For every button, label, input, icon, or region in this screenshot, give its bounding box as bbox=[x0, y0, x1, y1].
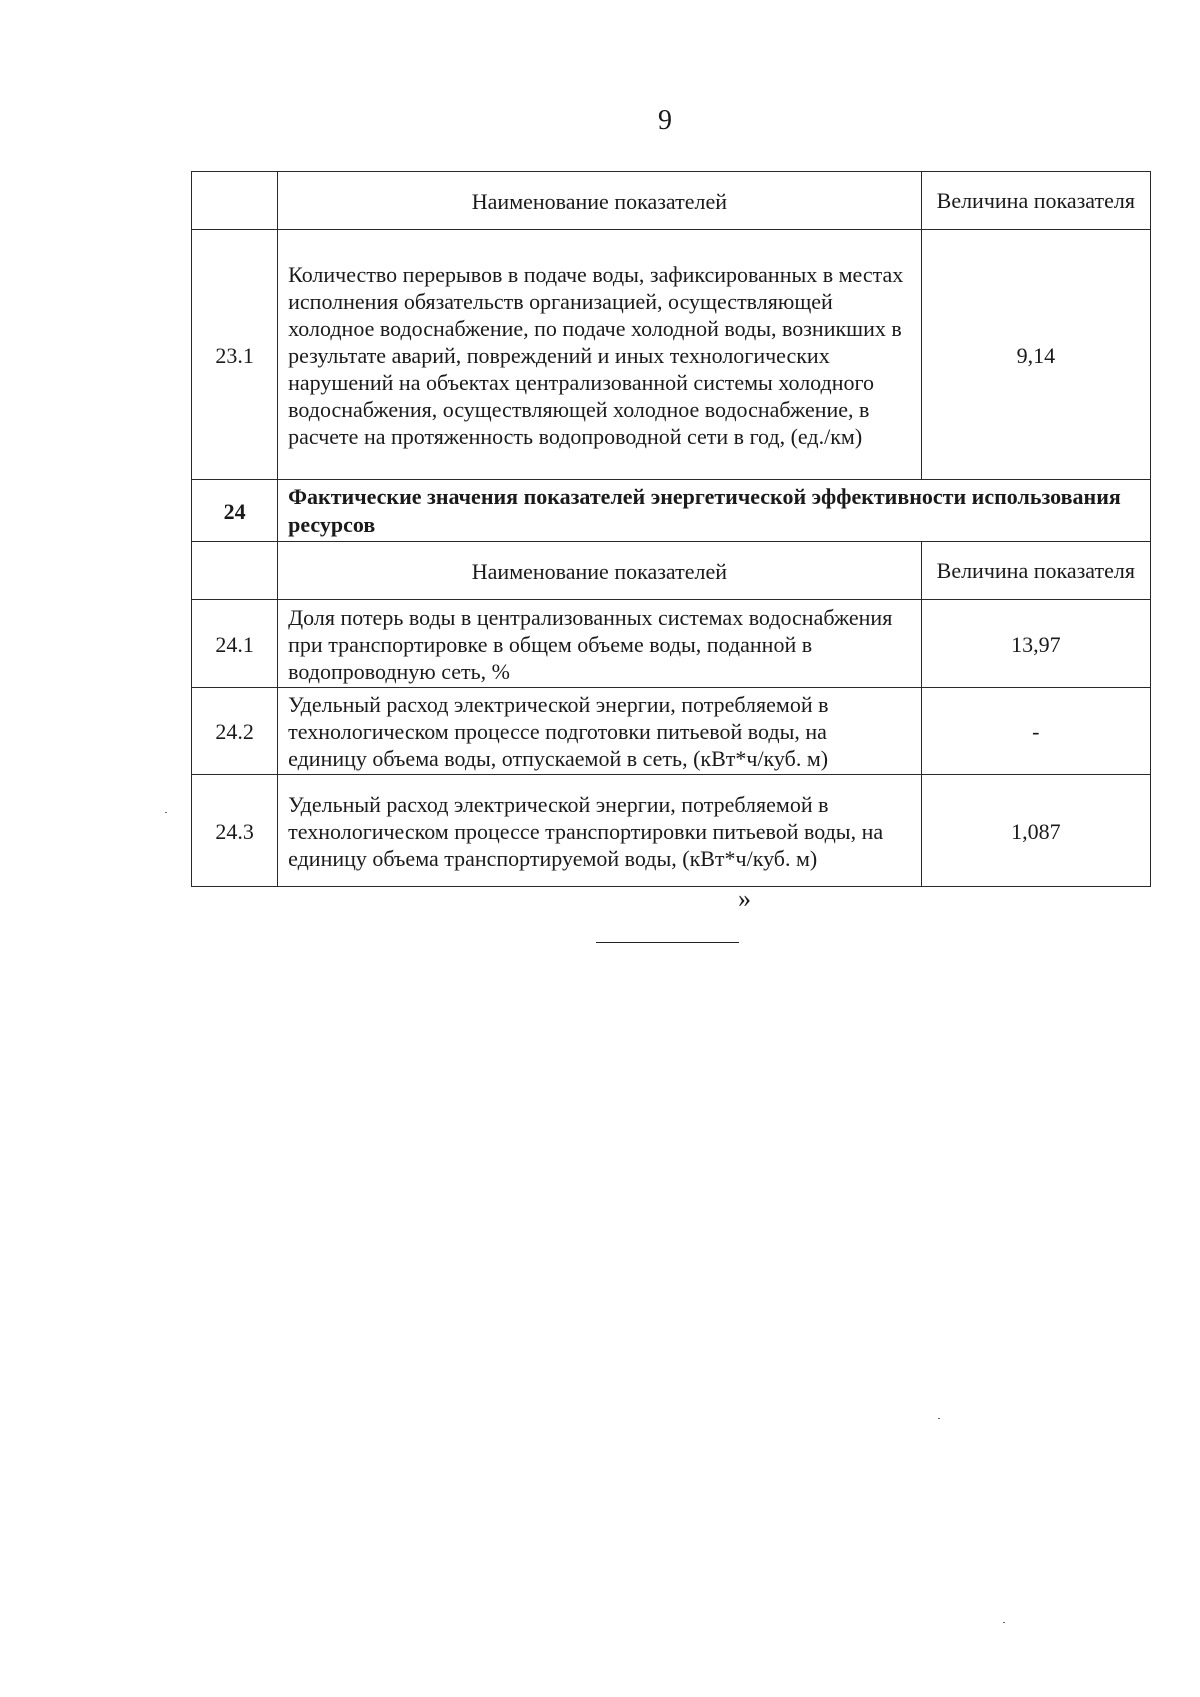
header-name-cell: Наименование показателей bbox=[278, 172, 921, 230]
header-num-cell bbox=[192, 542, 278, 600]
row-indicator-name: Доля потерь воды в централизованных системах водоснабжения при транспортировке в общем объеме воды, поданной в водопроводную сеть, % bbox=[278, 600, 921, 688]
page-number: 9 bbox=[658, 105, 672, 136]
row-number: 24.1 bbox=[192, 600, 278, 688]
header-num-cell bbox=[192, 172, 278, 230]
row-indicator-value: 13,97 bbox=[921, 600, 1150, 688]
section-row bbox=[192, 480, 1151, 542]
row-indicator-name: Количество перерывов в подаче воды, зафиксированных в местах исполнения обязательств организацией, осуществляющей холодное водоснабжение, по подаче холодной воды, возникших в результате аварий, повреждений и иных технологических нарушений на объектах централизованной системы холодного водоснабжения, осуществляющей холодное водоснабжение, в расчете на протяженность водопроводной сети в год, (ед./км) bbox=[278, 230, 921, 480]
row-number: 24.3 bbox=[192, 775, 278, 887]
header-value-cell: Величина показателя bbox=[921, 542, 1150, 600]
section-number: 24 bbox=[192, 480, 278, 542]
table-header-row bbox=[192, 172, 1151, 230]
row-indicator-value: 9,14 bbox=[921, 230, 1150, 480]
scan-speck bbox=[1003, 1622, 1005, 1623]
row-number: 24.2 bbox=[192, 688, 278, 775]
section-title: Фактические значения показателей энергетической эффективности использования ресурсов bbox=[278, 480, 1151, 542]
scan-speck bbox=[938, 1418, 940, 1419]
row-indicator-name: Удельный расход электрической энергии, потребляемой в технологическом процессе транспортировки питьевой воды, на единицу объема транспортируемой воды, (кВт*ч/куб. м) bbox=[278, 775, 921, 887]
scan-speck bbox=[165, 812, 167, 813]
row-indicator-name: Удельный расход электрической энергии, потребляемой в технологическом процессе подготовки питьевой воды, на единицу объема воды, отпускаемой в сеть, (кВт*ч/куб. м) bbox=[278, 688, 921, 775]
row-number: 23.1 bbox=[192, 230, 278, 480]
table-row bbox=[192, 775, 1151, 887]
indicators-table bbox=[191, 171, 1151, 887]
row-indicator-value: - bbox=[921, 688, 1150, 775]
row-indicator-value: 1,087 bbox=[921, 775, 1150, 887]
table-row bbox=[192, 600, 1151, 688]
table-row bbox=[192, 688, 1151, 775]
header-name-cell: Наименование показателей bbox=[278, 542, 921, 600]
header-value-cell: Величина показателя bbox=[921, 172, 1150, 230]
closing-quote-mark: » bbox=[738, 884, 751, 913]
table-row bbox=[192, 230, 1151, 480]
table-header-row bbox=[192, 542, 1151, 600]
end-divider-line bbox=[596, 942, 739, 943]
